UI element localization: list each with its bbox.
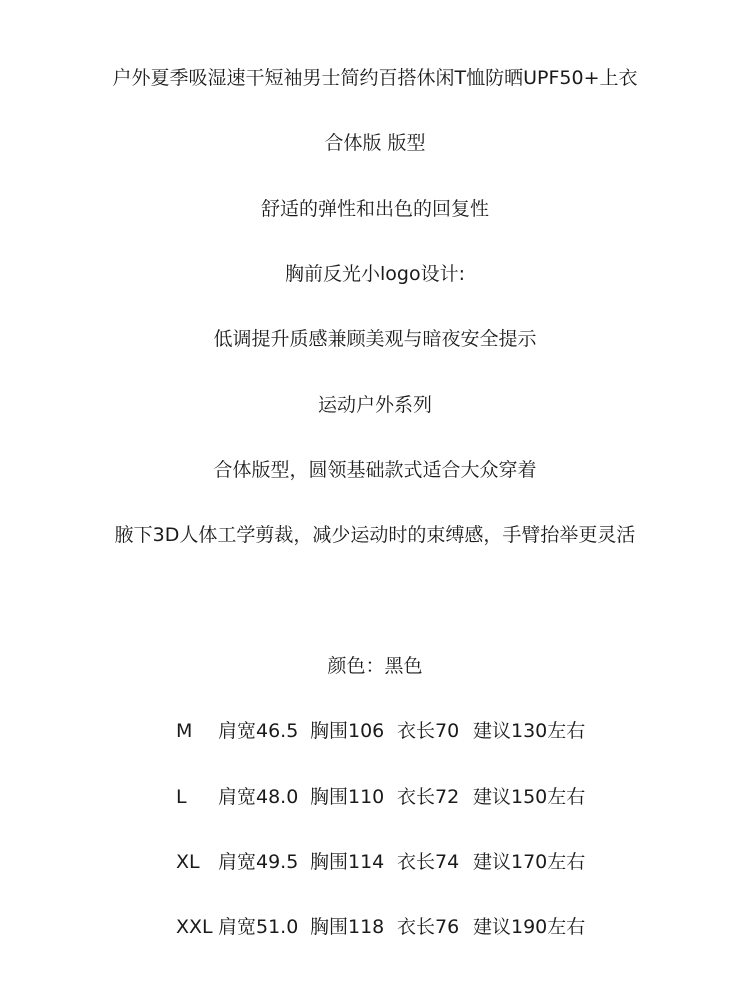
chest-size: 胸围106	[310, 720, 385, 742]
chest-size: 胸围114	[310, 851, 385, 873]
suggested-height: 建议190左右	[473, 916, 586, 938]
feature-line-elasticity: 舒适的弹性和出色的回复性	[260, 198, 489, 220]
shoulder-width: 肩宽51.0	[218, 916, 299, 938]
feature-line-logo: 胸前反光小logo设计:	[285, 263, 465, 285]
size-label: M	[176, 720, 193, 742]
shoulder-width: 肩宽49.5	[218, 851, 299, 873]
feature-line-cut: 腋下3D人体工学剪裁，减少运动时的束缚感，手臂抬举更灵活	[114, 524, 636, 546]
feature-line-fit: 合体版 版型	[324, 132, 426, 154]
suggested-height: 建议170左右	[473, 851, 586, 873]
size-label: XL	[176, 851, 200, 873]
feature-line-safety: 低调提升质感兼顾美观与暗夜安全提示	[213, 328, 537, 350]
chest-size: 胸围118	[310, 916, 385, 938]
suggested-height: 建议130左右	[473, 720, 586, 742]
garment-length: 衣长72	[397, 786, 460, 808]
shoulder-width: 肩宽48.0	[218, 786, 299, 808]
size-row-l	[0, 785, 750, 809]
shoulder-width: 肩宽46.5	[218, 720, 299, 742]
garment-length: 衣长76	[397, 916, 460, 938]
product-title: 户外夏季吸湿速干短袖男士简约百搭休闲T恤防晒UPF50+上衣	[112, 67, 638, 89]
chest-size: 胸围110	[310, 786, 385, 808]
size-label: XXL	[176, 916, 213, 938]
color-line: 颜色：黑色	[327, 655, 423, 677]
size-row-xl	[0, 850, 750, 874]
size-label: L	[176, 786, 187, 808]
garment-length: 衣长70	[397, 720, 460, 742]
feature-line-series: 运动户外系列	[317, 394, 432, 416]
size-row-xxl	[0, 915, 750, 939]
size-row-m	[0, 719, 750, 743]
suggested-height: 建议150左右	[473, 786, 586, 808]
garment-length: 衣长74	[397, 851, 460, 873]
feature-line-collar: 合体版型，圆领基础款式适合大众穿着	[213, 459, 537, 481]
